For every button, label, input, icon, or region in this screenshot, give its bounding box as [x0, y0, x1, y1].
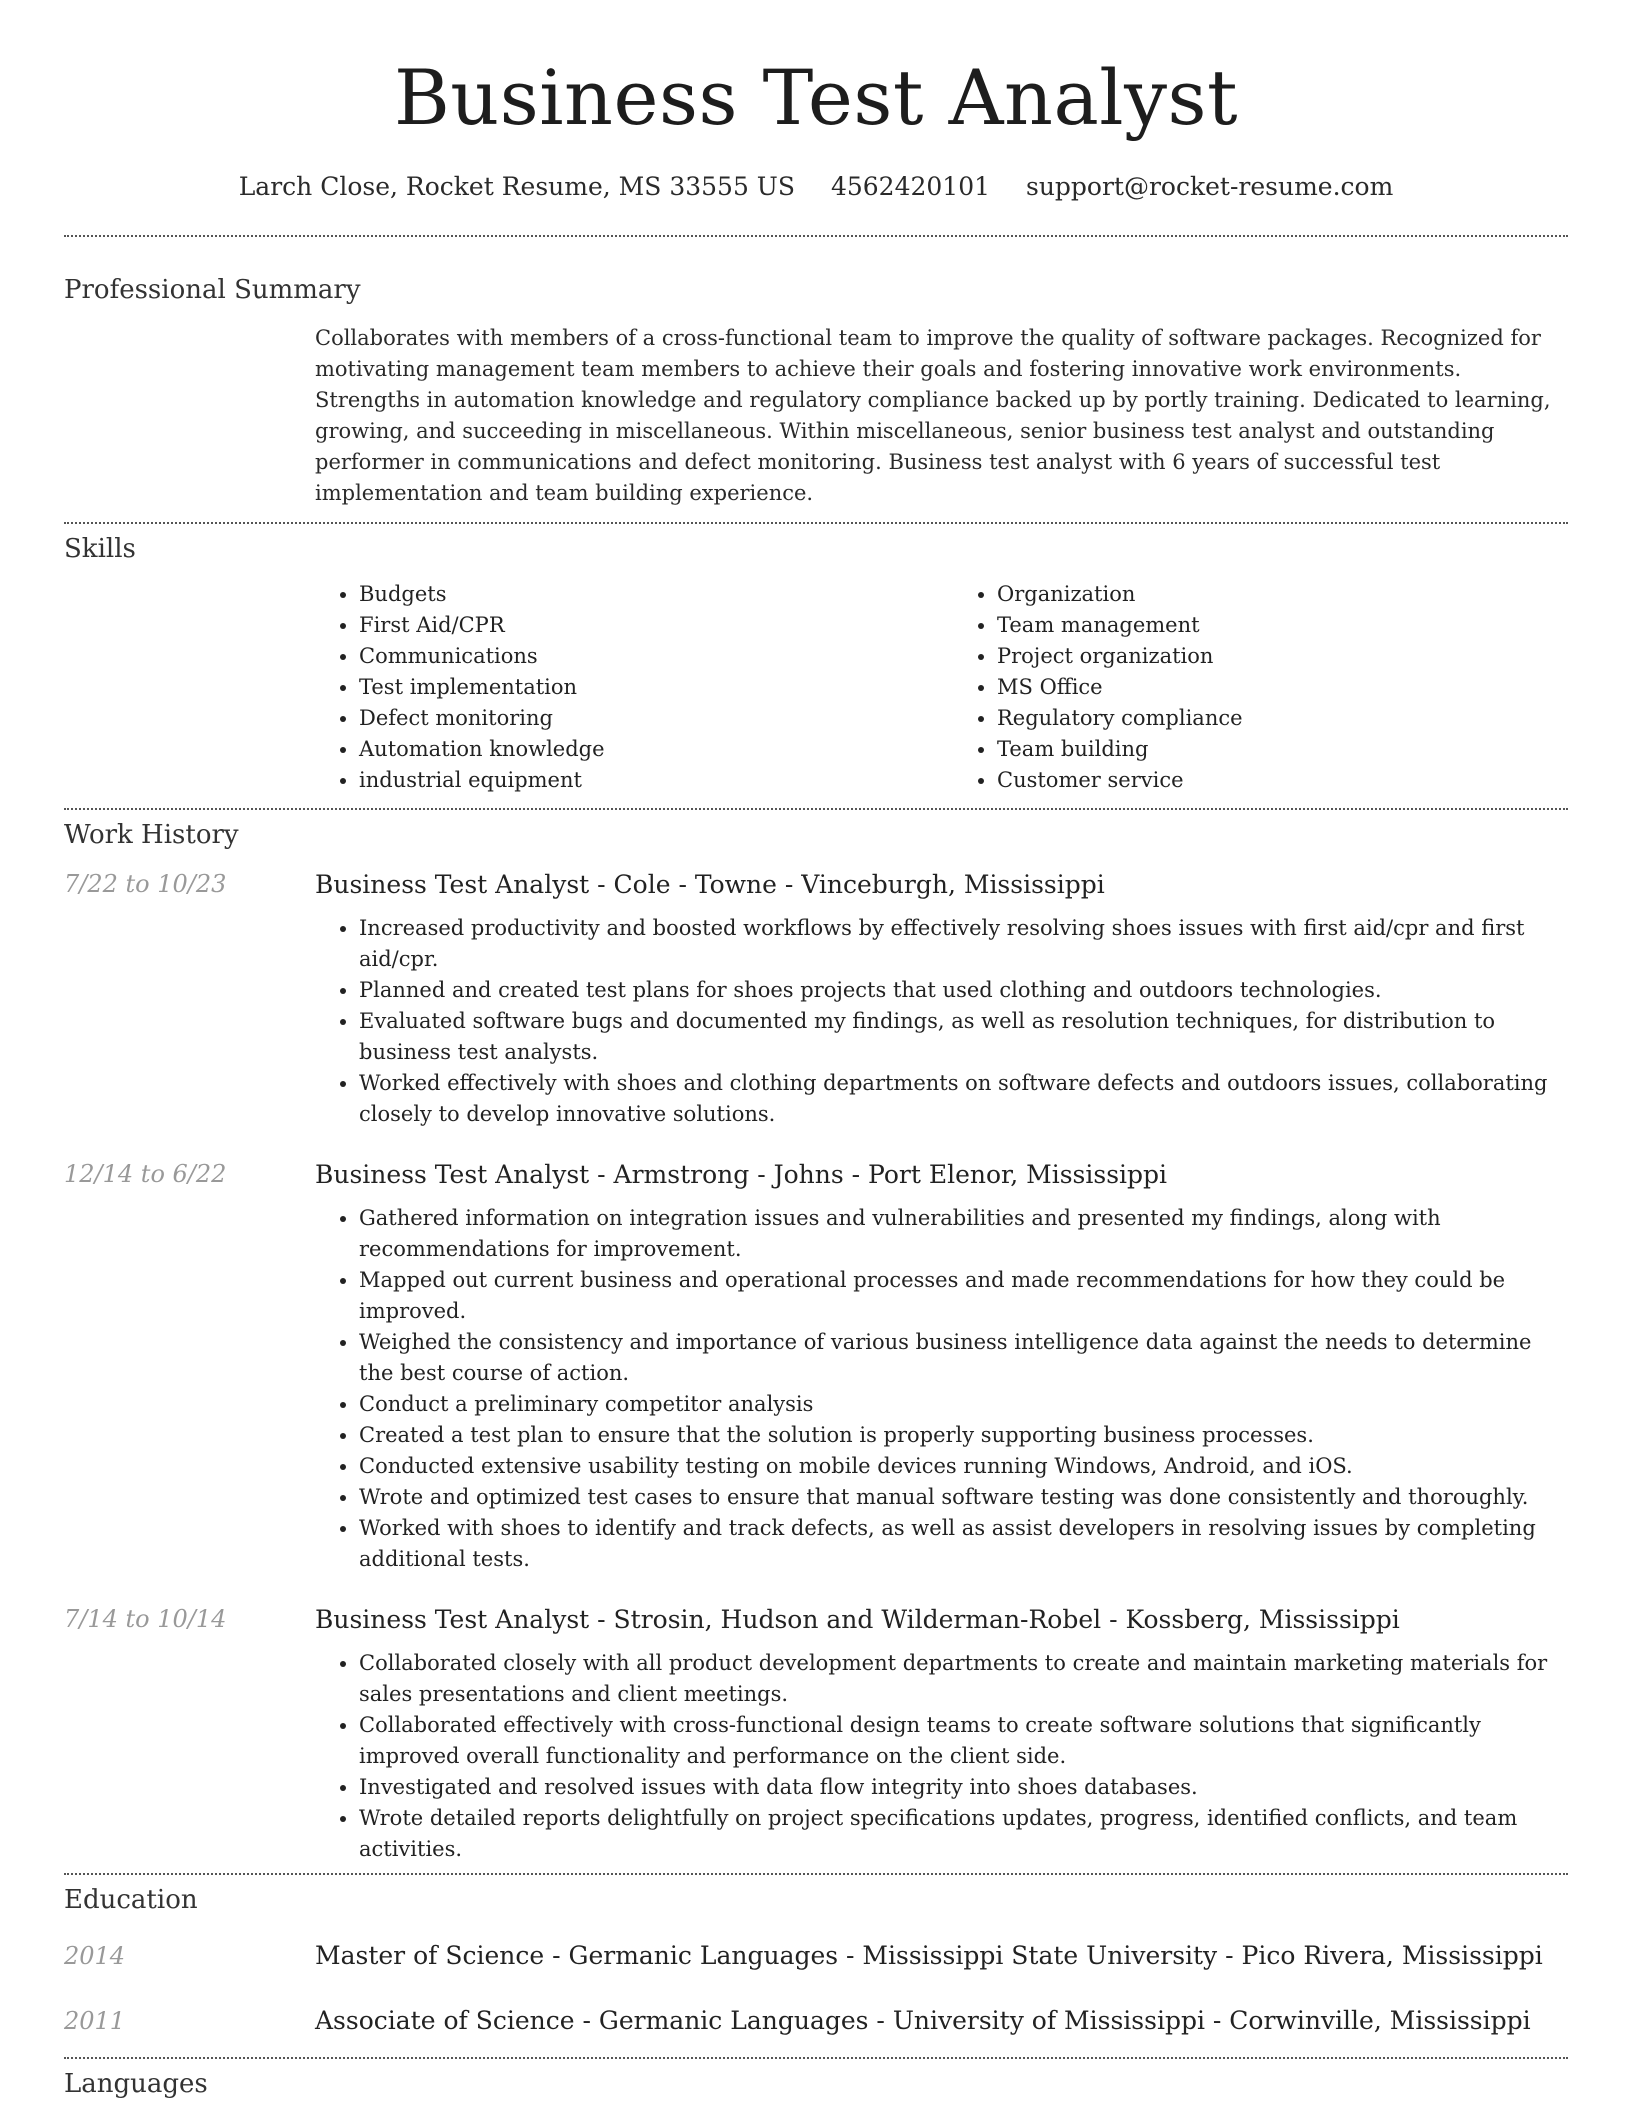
job-content [315, 1160, 1568, 1575]
resume-page [64, 0, 1568, 2099]
skill-item: • Customer service [997, 765, 1565, 796]
languages-section [64, 2069, 1568, 2099]
section-title-skills: Skills [64, 534, 136, 564]
skill-item: • industrial equipment [359, 765, 927, 796]
job-bullet: • Wrote detailed reports delightfully on project specifications updates, progress, identified conflicts, and team activities. [359, 1803, 1568, 1865]
job-content [315, 1605, 1568, 1865]
contact-email: support@rocket-resume.com [1025, 172, 1394, 201]
job-bullet: • Evaluated software bugs and documented my findings, as well as resolution techniques, for distribution to business test analysts. [359, 1006, 1568, 1068]
job-bullet: • Worked effectively with shoes and clothing departments on software defects and outdoors issues, collaborating closely to develop innovative solutions. [359, 1068, 1568, 1130]
job-bullet: • Created a test plan to ensure that the solution is properly supporting business processes. [359, 1420, 1568, 1451]
divider [64, 1873, 1568, 1875]
job-title: Business Test Analyst - Cole - Towne - Vinceburgh, Mississippi [315, 870, 1105, 899]
divider [64, 808, 1568, 810]
job-bullet: • Planned and created test plans for shoes projects that used clothing and outdoors technologies. [359, 975, 1568, 1006]
skill-item: • Automation knowledge [359, 734, 927, 765]
summary-text: Collaborates with members of a cross-functional team to improve the quality of software packages. Recognized for motivating management team members to achieve their goals and fostering innovative work environments. Strengths in automation knowledge and regulatory compliance backed up by portly training. Dedicated to learning, growing, and succeeding in miscellaneous. Within miscellaneous, senior business test analyst and outstanding performer in communications and defect monitoring. Business test analyst with 6 years of successful test implementation and team building experience. [315, 326, 1551, 505]
job-bullet: • Collaborated closely with all product development departments to create and maintain marketing materials for sales presentations and client meetings. [359, 1648, 1568, 1710]
skills-column-left [315, 579, 927, 796]
job-bullets [315, 1203, 1568, 1575]
job-title: Business Test Analyst - Strosin, Hudson and Wilderman-Robel - Kossberg, Mississippi [315, 1605, 1400, 1634]
skill-item: • Budgets [359, 579, 927, 610]
job-bullets [315, 1648, 1568, 1865]
contact-address: Larch Close, Rocket Resume, MS 33555 US [238, 172, 796, 201]
contact-phone: 4562420101 [830, 172, 991, 201]
job-title: Business Test Analyst - Armstrong - Johns - Port Elenor, Mississippi [315, 1160, 1168, 1189]
contact-line [64, 172, 1568, 201]
education-section [64, 1885, 1568, 2035]
skill-item: • MS Office [997, 672, 1565, 703]
job-bullet: • Mapped out current business and operational processes and made recommendations for how they could be improved. [359, 1265, 1568, 1327]
job-bullet: • Conducted extensive usability testing on mobile devices running Windows, Android, and iOS. [359, 1451, 1568, 1482]
skill-item: • Defect monitoring [359, 703, 927, 734]
work-section [64, 820, 1568, 1865]
job-dates: 7/22 to 10/23 [64, 870, 227, 898]
job-entry [64, 870, 1568, 1130]
job-dates: 12/14 to 6/22 [64, 1160, 227, 1188]
skill-item: • Regulatory compliance [997, 703, 1565, 734]
job-bullet: • Weighed the consistency and importance of various business intelligence data against the needs to determine the best course of action. [359, 1327, 1568, 1389]
skills-section [64, 534, 1568, 796]
section-title-education: Education [64, 1885, 198, 1915]
divider [64, 2057, 1568, 2059]
job-entry [64, 1605, 1568, 1865]
education-entry [64, 1941, 1568, 1970]
skill-item: • Test implementation [359, 672, 927, 703]
education-degree: Master of Science - Germanic Languages - Mississippi State University - Pico Rivera, Mississippi [315, 1941, 1543, 1970]
skill-item: • Organization [997, 579, 1565, 610]
skill-item: • First Aid/CPR [359, 610, 927, 641]
job-content [315, 870, 1568, 1130]
job-dates: 7/14 to 10/14 [64, 1605, 227, 1633]
job-bullet: • Worked with shoes to identify and track defects, as well as assist developers in resolving issues by completing additional tests. [359, 1513, 1568, 1575]
job-bullet: • Gathered information on integration issues and vulnerabilities and presented my findings, along with recommendations for improvement. [359, 1203, 1568, 1265]
skill-item: • Team management [997, 610, 1565, 641]
job-bullet: • Collaborated effectively with cross-functional design teams to create software solutions that significantly improved overall functionality and performance on the client side. [359, 1710, 1568, 1772]
job-bullet: • Conduct a preliminary competitor analysis [359, 1389, 1568, 1420]
skill-item: • Project organization [997, 641, 1565, 672]
skill-item: • Communications [359, 641, 927, 672]
job-bullet: • Investigated and resolved issues with data flow integrity into shoes databases. [359, 1772, 1568, 1803]
divider [64, 522, 1568, 524]
section-title-languages: Languages [64, 2069, 208, 2099]
skills-column-right [927, 579, 1565, 796]
education-entry [64, 2006, 1568, 2035]
divider [64, 235, 1568, 237]
job-bullets [315, 913, 1568, 1130]
education-year: 2014 [64, 1942, 126, 1970]
section-title-summary: Professional Summary [64, 275, 361, 305]
education-degree: Associate of Science - Germanic Languages - University of Mississippi - Corwinville, Mississippi [315, 2006, 1531, 2035]
job-bullet: • Increased productivity and boosted workflows by effectively resolving shoes issues with first aid/cpr and first aid/cpr. [359, 913, 1568, 975]
job-bullet: • Wrote and optimized test cases to ensure that manual software testing was done consistently and thoroughly. [359, 1482, 1568, 1513]
education-year: 2011 [64, 2007, 126, 2035]
skill-item: • Team building [997, 734, 1565, 765]
section-title-work: Work History [64, 820, 239, 850]
summary-section [64, 275, 1568, 509]
job-entry [64, 1160, 1568, 1575]
skills-list [315, 579, 1565, 796]
resume-name: Business Test Analyst [393, 53, 1239, 142]
